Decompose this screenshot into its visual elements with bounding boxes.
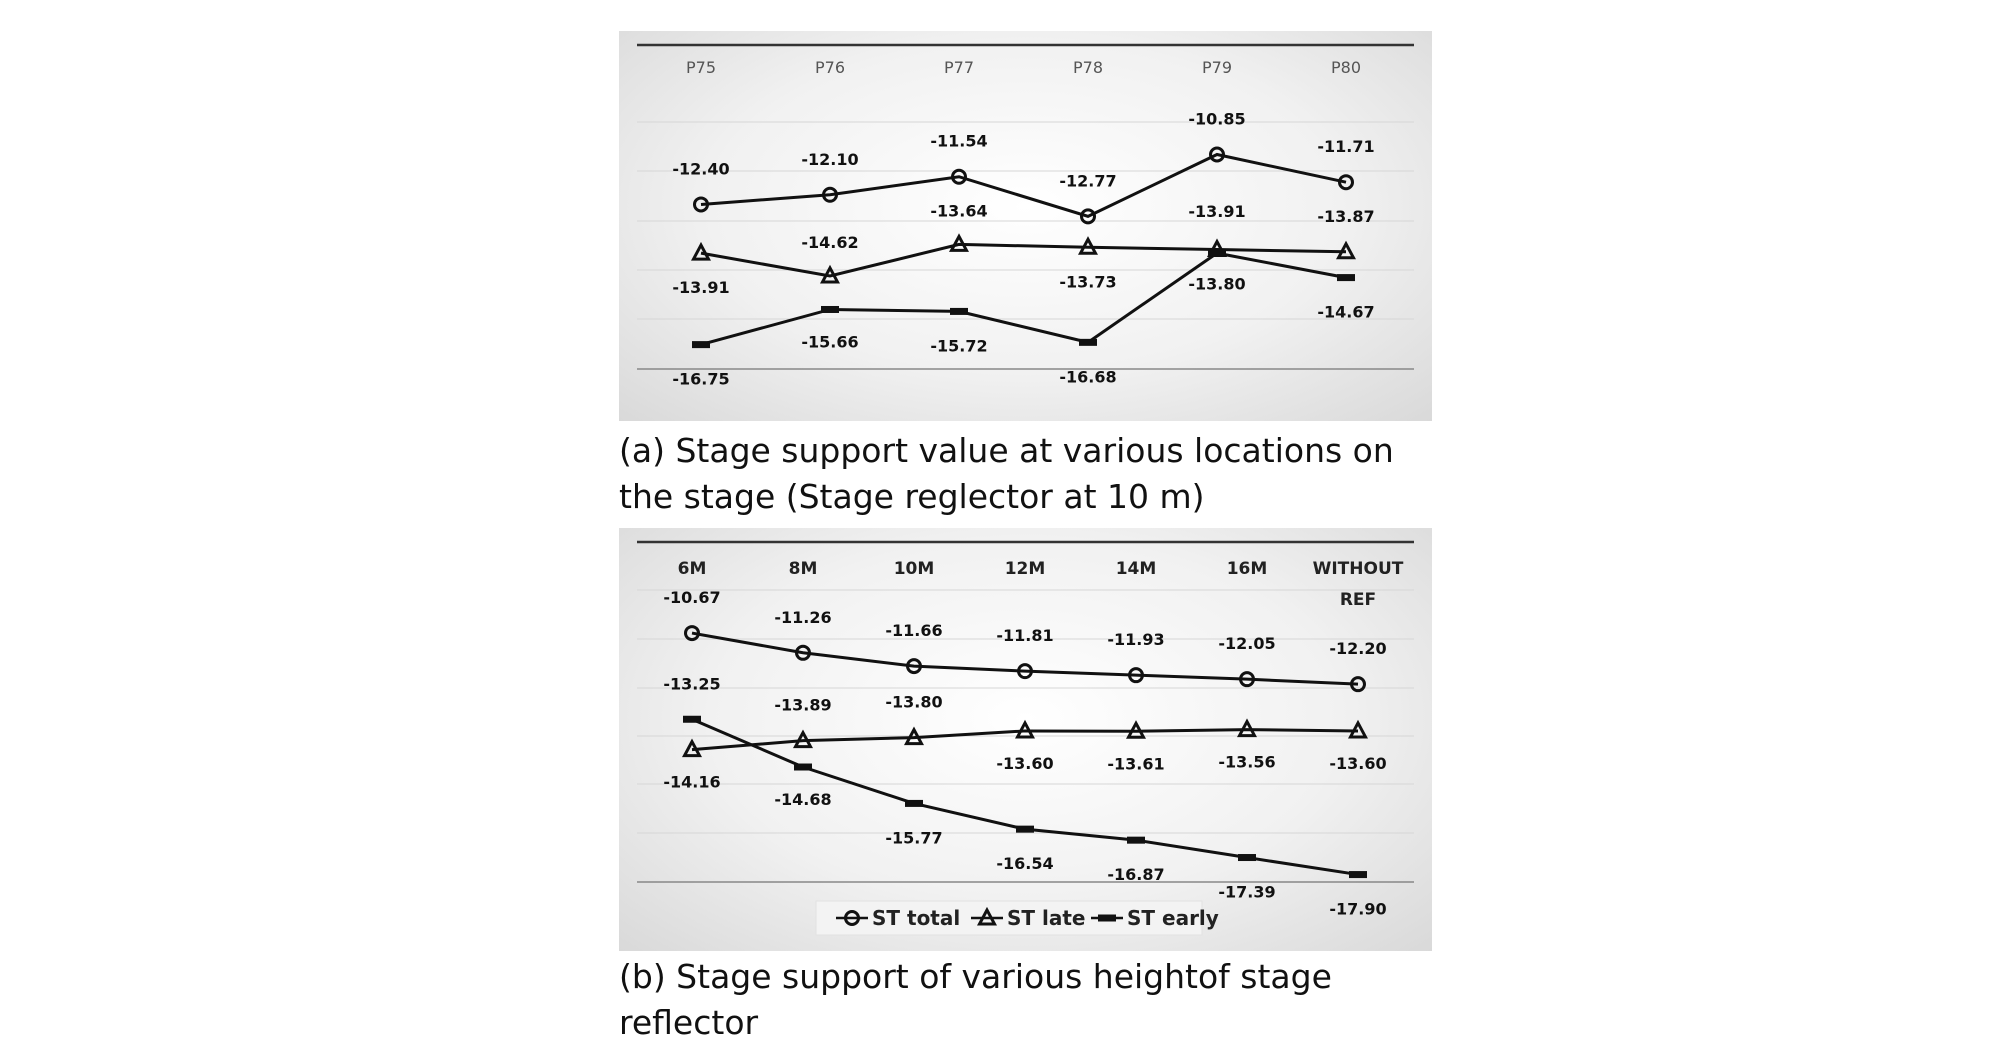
chart-b-data-label: -17.39 <box>1218 882 1276 902</box>
chart-a-data-label: -13.91 <box>672 278 730 298</box>
chart-b-series-line <box>692 730 1358 750</box>
chart-b-data-label: -16.87 <box>1107 865 1165 885</box>
chart-a-data-label: -16.75 <box>672 369 730 389</box>
chart-a <box>619 31 1432 421</box>
chart-a-data-label: -13.64 <box>930 201 988 221</box>
chart-b-tick-label: REF <box>1339 590 1377 610</box>
chart-a-data-label: -12.40 <box>672 159 730 179</box>
chart-a-point <box>950 308 968 315</box>
chart-a-point <box>694 245 709 259</box>
chart-a-data-label: -12.77 <box>1059 171 1117 191</box>
chart-b-point <box>1016 826 1034 833</box>
chart-a-data-label: -12.10 <box>801 149 859 169</box>
chart-a-tick-label: P80 <box>1330 58 1362 77</box>
chart-b-data-label: -11.26 <box>774 607 832 627</box>
chart-b-data-label: -14.16 <box>663 772 721 792</box>
chart-b-data-label: -13.60 <box>996 753 1054 773</box>
chart-a-data-label: -13.91 <box>1188 202 1246 222</box>
chart-a-data-label: -13.87 <box>1317 206 1375 226</box>
chart-b-data-label: -13.89 <box>774 695 832 715</box>
chart-a-data-label: -11.54 <box>930 131 988 151</box>
chart-b-data-label: -14.68 <box>774 790 832 810</box>
chart-a-data-label: -15.66 <box>801 332 859 352</box>
chart-a-point <box>821 306 839 313</box>
chart-b-data-label: -13.80 <box>885 692 943 712</box>
legend-marker <box>1098 915 1116 922</box>
chart-b-tick-label: WITHOUT <box>1312 559 1404 579</box>
chart-b-data-label: -17.90 <box>1329 899 1387 919</box>
chart-a-tick-label: P76 <box>814 58 846 77</box>
chart-a-point <box>1208 250 1226 257</box>
chart-a-series-line <box>701 155 1346 217</box>
chart-a-series-line <box>701 253 1346 345</box>
chart-b-tick-label: 10M <box>893 559 935 579</box>
chart-b-data-label: -12.20 <box>1329 639 1387 659</box>
chart-b-svg <box>619 528 1432 951</box>
chart-b-data-label: -11.93 <box>1107 630 1165 650</box>
chart-b-data-label: -12.05 <box>1218 634 1276 654</box>
chart-b-data-label: -13.25 <box>663 674 721 694</box>
chart-b <box>619 528 1432 951</box>
chart-b-data-label: -11.81 <box>996 626 1054 646</box>
chart-a-tick-label: P78 <box>1072 58 1104 77</box>
chart-b-data-label: -13.61 <box>1107 754 1165 774</box>
chart-b-point <box>683 716 701 723</box>
chart-a-data-label: -14.67 <box>1317 302 1375 322</box>
chart-b-tick-label: 12M <box>1004 559 1046 579</box>
caption-a: (a) Stage support value at various locations on the stage (Stage reglector at 10 m) <box>619 431 1394 516</box>
chart-a-svg <box>619 31 1432 421</box>
caption-b: (b) Stage support of various heightof stage reflector <box>619 957 1332 1042</box>
chart-a-data-label: -10.85 <box>1188 109 1246 129</box>
chart-a-data-label: -16.68 <box>1059 367 1117 387</box>
chart-b-data-label: -10.67 <box>663 588 721 608</box>
chart-b-tick-label: 16M <box>1226 559 1268 579</box>
chart-a-data-label: -14.62 <box>801 232 859 252</box>
chart-a-data-label: -15.72 <box>930 336 988 356</box>
legend-label: ST total <box>872 906 961 930</box>
chart-a-data-label: -11.71 <box>1317 137 1375 157</box>
chart-b-tick-label: 6M <box>677 559 707 579</box>
chart-b-tick-label: 8M <box>788 559 818 579</box>
chart-b-data-label: -13.60 <box>1329 753 1387 773</box>
chart-b-point <box>1349 871 1367 878</box>
chart-a-point <box>1337 274 1355 281</box>
chart-a-tick-label: P79 <box>1201 58 1233 77</box>
chart-a-tick-label: P75 <box>685 58 717 77</box>
chart-b-point <box>905 800 923 807</box>
legend-label: ST early <box>1127 906 1219 930</box>
chart-a-data-label: -13.73 <box>1059 272 1117 292</box>
chart-a-point <box>692 341 710 348</box>
chart-a-data-label: -13.80 <box>1188 274 1246 294</box>
chart-b-tick-label: 14M <box>1115 559 1157 579</box>
chart-b-point <box>794 764 812 771</box>
chart-b-data-label: -15.77 <box>885 828 943 848</box>
chart-b-data-label: -11.66 <box>885 621 943 641</box>
chart-a-tick-label: P77 <box>943 58 975 77</box>
chart-a-point <box>1079 339 1097 346</box>
chart-b-point <box>1127 837 1145 844</box>
chart-b-point <box>1238 854 1256 861</box>
legend-label: ST late <box>1007 906 1086 930</box>
chart-b-data-label: -13.56 <box>1218 752 1276 772</box>
chart-b-data-label: -16.54 <box>996 854 1054 874</box>
